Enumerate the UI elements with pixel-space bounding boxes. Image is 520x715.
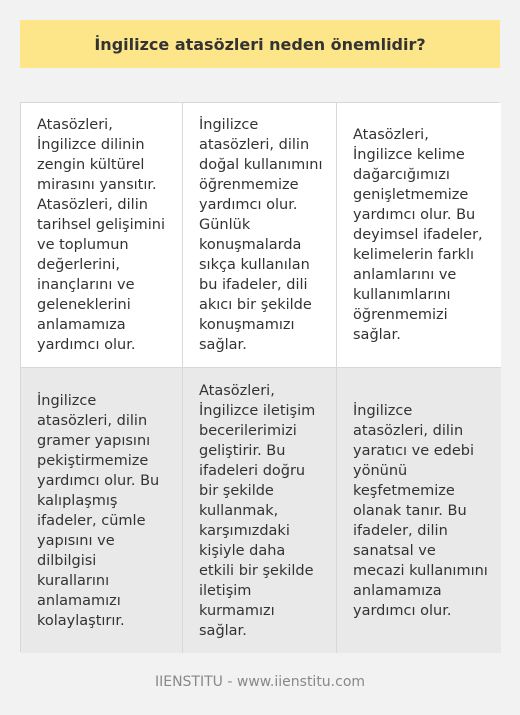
cell-text: İngilizce atasözleri, dilin yaratıcı ve edebi yönünü keşfetmemize olanak tanır. Bu ifadeler, dilin sanatsal ve mecazi kullanımını anlamamıza yardımcı olur.: [353, 402, 488, 619]
grid-cell: [337, 103, 501, 368]
cell-text: Atasözleri, İngilizce iletişim becerilerimizi geliştirir. Bu ifadeleri doğru bir şekilde kullanmak, karşımızdaki kişiyle daha etkili bir şekilde iletişim kurmamızı sağlar.: [199, 382, 316, 639]
grid-cell: [21, 368, 183, 653]
footer-credit: IIENSTITU - www.iienstitu.com: [154, 674, 366, 690]
grid-cell: [337, 368, 501, 653]
cell-text: Atasözleri, İngilizce dilinin zengin kültürel mirasını yansıtır. Atasözleri, dilin tarihsel gelişimini ve toplumun değerlerini, inançlarını ve geleneklerini anlamamıza yardımcı olur.: [37, 117, 166, 353]
info-grid: [20, 102, 500, 652]
page-title: İngilizce atasözleri neden önemlidir?: [94, 34, 426, 54]
grid-cell: [21, 103, 183, 368]
grid-cell: [183, 103, 337, 368]
cell-text: İngilizce atasözleri, dilin doğal kullanımını öğrenmemize yardımcı olur. Günlük konuşmalarda sıkça kullanılan bu ifadeler, dili akıcı bir şekilde konuşmamızı sağlar.: [199, 117, 323, 353]
cell-text: İngilizce atasözleri, dilin gramer yapısını pekiştirmemize yardımcı olur. Bu kalıplaşmış ifadeler, cümle yapısını ve dilbilgisi kurallarını anlamamızı kolaylaştırır.: [37, 392, 160, 629]
cell-text: Atasözleri, İngilizce kelime dağarcığımızı genişletmemize yardımcı olur. Bu deyimsel ifadeler, kelimelerin farklı anlamlarını ve kullanımlarını öğrenmemizi sağlar.: [353, 127, 483, 343]
grid-cell: [183, 368, 337, 653]
title-banner: [20, 20, 500, 68]
